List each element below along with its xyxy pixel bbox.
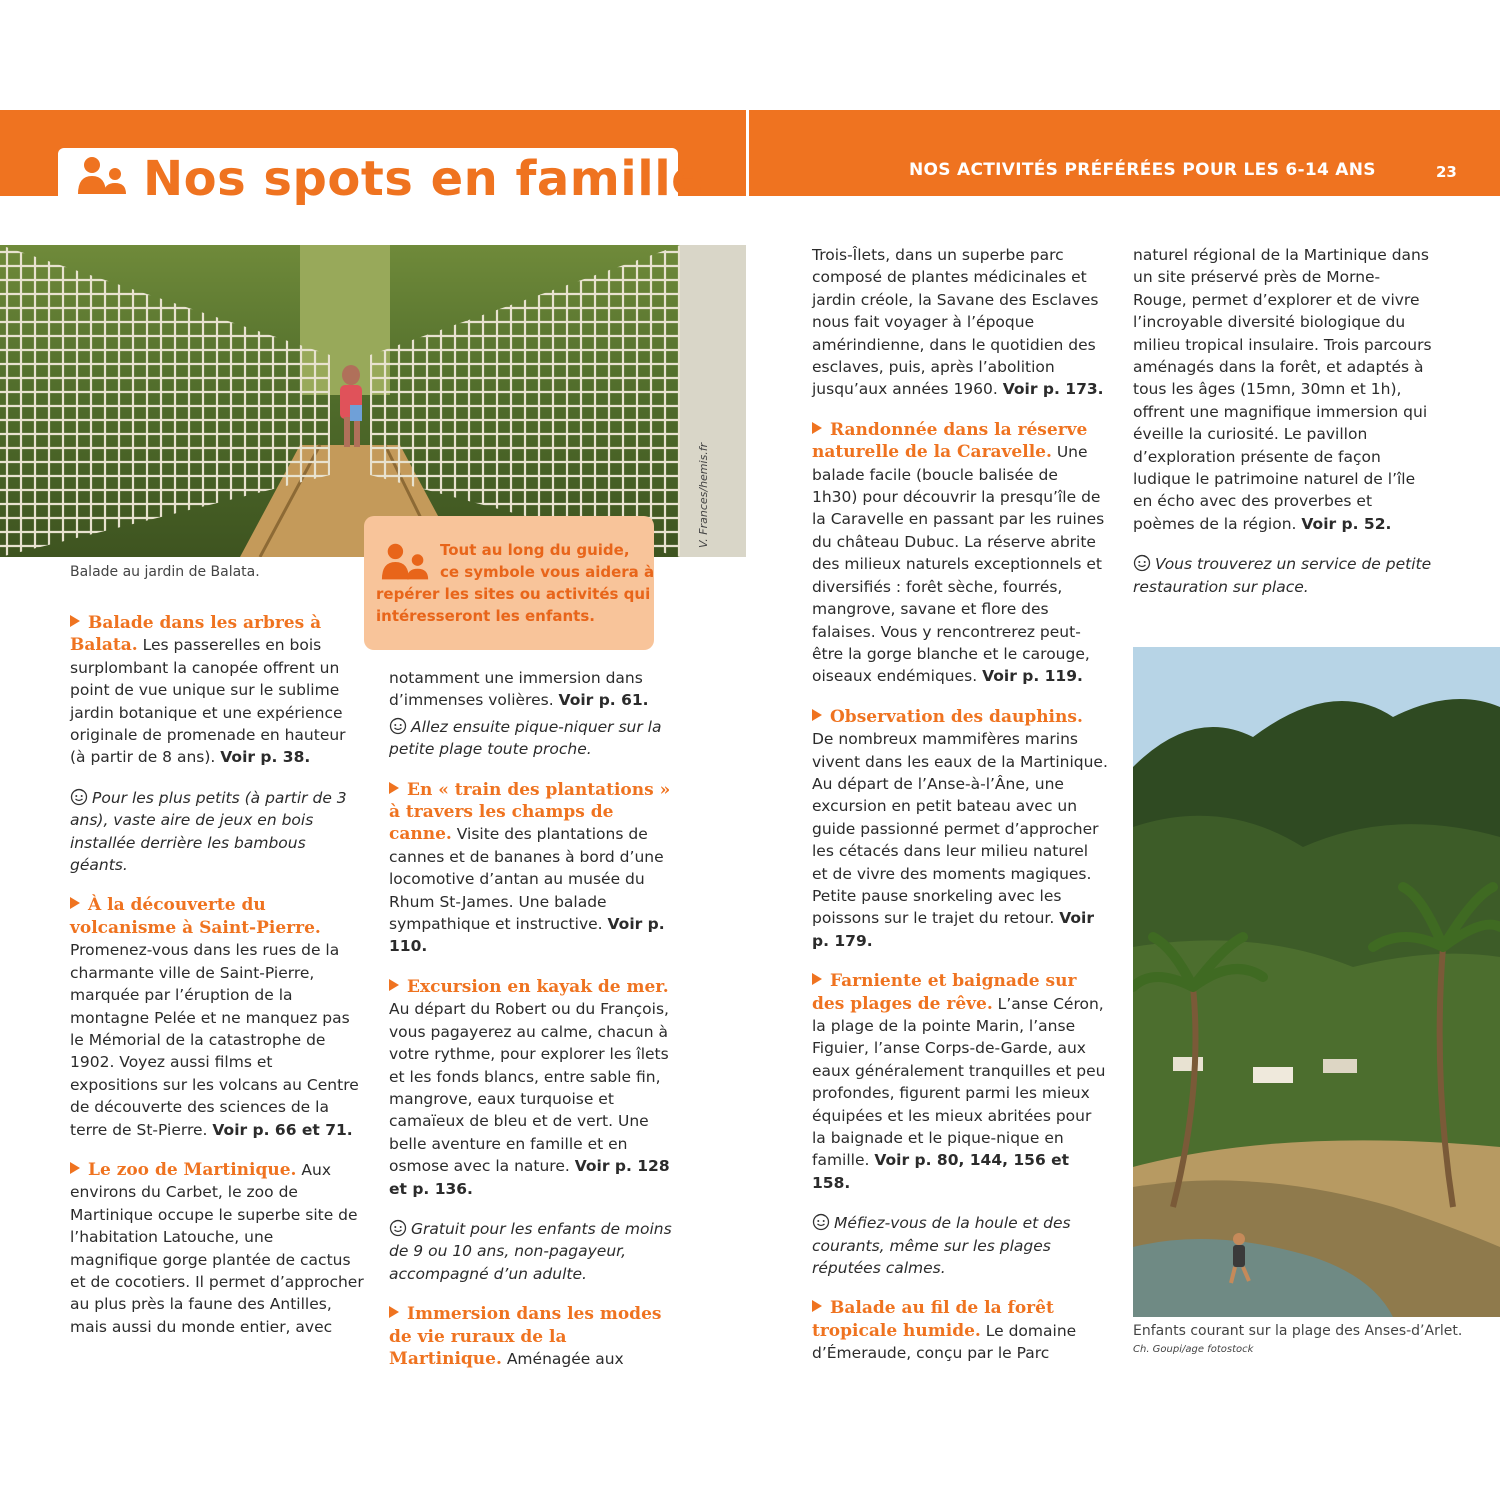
entry-text: naturel régional de la Martinique dans un site préservé près de Morne-Rouge, permet d’explorer et de vivre l’incroyable diversité biologique du milieu tropical insulaire. Trois parcours aménagés dans la forêt, et adaptés à tous les âges (15mn, 30mn et 1h), offrent une magnifique immersion qui éveille la curiosité. Le pavillon d’exploration présente de façon ludique le patrimoine naturel de l’île en écho avec des proverbes et poèmes de la région. — [1133, 246, 1432, 533]
column-1 — [70, 612, 365, 1356]
header-band-right — [749, 110, 1500, 196]
entry-text: notamment une immersion dans d’immenses volières. — [389, 669, 643, 710]
entry-text: Promenez-vous dans les rues de la charmante ville de Saint-Pierre, marquée par l’éruption de la montagne Pelée et ne manquez pas le Mémorial de la catastrophe de 1902. Voyez aussi films et expositions sur les volcans au Centre de découverte des sciences de la terre de St-Pierre. — [70, 941, 359, 1139]
note-text: Vous trouverez un service de petite restauration sur place. — [1133, 555, 1432, 596]
column-2 — [389, 667, 674, 1388]
note-text: Gratuit pour les enfants de moins de 9 ou 10 ans, non-pagayeur, accompagné d’un adulte. — [389, 1219, 672, 1283]
entry-heading: Excursion en kayak de mer. — [407, 976, 669, 997]
family-icon — [76, 156, 130, 196]
child-face-icon — [812, 1213, 830, 1231]
bullet-arrow-icon — [70, 897, 80, 909]
column-3 — [812, 244, 1108, 1383]
page-reference: Voir p. 179. — [812, 909, 1094, 950]
photo-anses-darlet-beach — [1133, 647, 1500, 1317]
page-reference: Voir p. 80, 144, 156 et 158. — [812, 1151, 1070, 1192]
entry-text: Au départ du Robert ou du François, vous pagayerez au calme, chacun à votre rythme, pour explorer les îlets et les fonds blancs, entre sable fin, mangrove, eaux turquoise et camaïeux de bleu et de vert. Une belle aventure en famille et en osmose avec la nature. — [389, 1000, 669, 1176]
entry-volcanisme — [70, 894, 365, 1140]
entry-heading: En « train des plantations » à travers les champs de canne. — [389, 779, 671, 845]
entry-heading: Farniente et baignade sur des plages de rêve. — [812, 971, 1077, 1014]
entry-text: Aux environs du Carbet, le zoo de Martinique occupe le superbe site de l’habitation Latouche, une magnifique gorge plantée de cactus et de cocotiers. Il permet d’approcher au plus près la faune des Antilles, mais aussi du monde entier, avec — [70, 1160, 364, 1336]
entry-train — [389, 779, 674, 958]
child-face-icon — [1133, 554, 1151, 572]
entry-text: Visite des plantations de cannes et de bananes à bord d’une locomotive d’antan au musée du Rhum St-James. Une balade sympathique et instructive. — [389, 825, 664, 934]
page-reference: Voir p. 61. — [558, 691, 649, 710]
entry-heading: À la découverte du volcanisme à Saint-Pierre. — [70, 895, 321, 938]
page-reference: Voir p. 173. — [1002, 380, 1104, 399]
page-number: 23 — [1436, 163, 1457, 181]
callout-line-1: Tout au long du guide, — [440, 541, 630, 559]
entry-dauphins — [812, 706, 1108, 952]
child-face-icon — [389, 717, 407, 735]
photo-credit-2: Ch. Goupi/age fotostock — [1133, 1344, 1254, 1355]
family-icon — [380, 542, 432, 582]
entry-text: Trois-Îlets, dans un superbe parc composé de plantes médicinales et jardin créole, la Savane des Esclaves nous fait voyager à l’époque amérindienne, dans le quotidien des esclaves, puis, après l’abolition jusqu’aux années 1960. — [812, 246, 1099, 399]
note-text: Pour les plus petits (à partir de 3 ans), vaste aire de jeux en bois installée derrière les bambous géants. — [70, 788, 347, 875]
entry-text: De nombreux mammifères marins vivent dans les eaux de la Martinique. Au départ de l’Anse-à-l’Âne, une excursion en petit bateau avec un guide passionné permet d’approcher les cétacés dans leur milieu naturel et de vivre des moments magiques. Petite pause snorkeling avec les poissons sur le trajet du retour. — [812, 730, 1108, 928]
callout-line-4: intéresseront les enfants. — [376, 607, 595, 625]
entry-foret-continued — [1133, 244, 1433, 535]
entry-text: Les passerelles en bois surplombant la canopée offrent un point de vue unique sur le sublime jardin botanique et une expérience originale de promenade en hauteur (à partir de 8 ans). — [70, 636, 346, 767]
entry-heading: Le zoo de Martinique. — [88, 1159, 297, 1180]
entry-zoo-continued — [389, 667, 674, 712]
entry-caravelle — [812, 419, 1108, 688]
photo-credit-1: V. Frances/hemis.fr — [697, 442, 710, 548]
bullet-arrow-icon — [389, 782, 399, 794]
bullet-arrow-icon — [812, 973, 822, 985]
entry-text: L’anse Céron, la plage de la pointe Marin, l’anse Figuier, l’anse Corps-de-Garde, aux eaux généralement tranquilles et peu profondes, figurent parmi les mieux équipées et les mieux abritées pour la baignade et le pique-nique en famille. — [812, 994, 1106, 1170]
entry-immersion — [389, 1303, 674, 1370]
entry-immersion-continued — [812, 244, 1108, 401]
entry-kayak — [389, 976, 674, 1200]
bullet-arrow-icon — [812, 1300, 822, 1312]
entry-heading: Balade dans les arbres à Balata. — [70, 613, 322, 656]
column-4 — [1133, 244, 1433, 616]
page-reference: Voir p. 128 et p. 136. — [389, 1157, 670, 1198]
entry-foret — [812, 1297, 1108, 1364]
entry-heading: Observation des dauphins. — [830, 706, 1083, 727]
callout-line-2: ce symbole vous aidera à — [440, 563, 655, 581]
bullet-arrow-icon — [70, 615, 80, 627]
child-face-icon — [70, 788, 88, 806]
bullet-arrow-icon — [812, 422, 822, 434]
running-head: NOS ACTIVITÉS PRÉFÉRÉES POUR LES 6-14 ANS — [909, 160, 1376, 180]
entry-text: Aménagée aux — [501, 1349, 624, 1368]
page-title: Nos spots en famille — [143, 151, 705, 207]
entry-farniente — [812, 970, 1108, 1194]
page-reference: Voir p. 52. — [1301, 514, 1392, 533]
page-reference: Voir p. 110. — [389, 915, 665, 956]
page-reference: Voir p. 66 et 71. — [212, 1120, 353, 1139]
entry-zoo — [70, 1159, 365, 1338]
bullet-arrow-icon — [70, 1162, 80, 1174]
callout-line-3: repérer les sites ou activités qui — [376, 585, 651, 603]
photo-balata-bridge — [0, 245, 746, 557]
photo-caption-1: Balade au jardin de Balata. — [70, 564, 260, 580]
bullet-arrow-icon — [812, 709, 822, 721]
entry-heading: Balade au fil de la forêt tropicale humide. — [812, 1298, 1054, 1341]
kids-note — [389, 716, 674, 761]
entry-heading: Immersion dans les modes de vie ruraux de la Martinique. — [389, 1304, 662, 1369]
kids-note — [70, 787, 365, 877]
entry-text: Le domaine d’Émeraude, conçu par le Parc — [812, 1321, 1077, 1363]
photo-caption-2: Enfants courant sur la plage des Anses-d’Arlet. — [1133, 1323, 1463, 1339]
note-text: Méfiez-vous de la houle et des courants, même sur les plages réputées calmes. — [812, 1214, 1071, 1278]
child-face-icon — [389, 1219, 407, 1237]
page-reference: Voir p. 119. — [982, 667, 1083, 686]
kids-note — [812, 1212, 1108, 1279]
entry-heading: Randonnée dans la réserve naturelle de la Caravelle. — [812, 419, 1088, 463]
entry-text: Une balade facile (boucle balisée de 1h30) pour découvrir la presqu’île de la Caravelle en passant par les ruines du château Dubuc. La réserve abrite des milieux naturels exceptionnels et diversifiés : forêt sèche, fourrés, mangrove, savane et flore des falaises. Vous y rencontrerez peut-être la gorge blanche et le carouge, oiseaux endémiques. — [812, 443, 1105, 686]
page-reference: Voir p. 38. — [220, 748, 311, 767]
note-text: Allez ensuite pique-niquer sur la petite plage toute proche. — [389, 717, 662, 759]
kids-note — [389, 1218, 674, 1285]
kids-note — [1133, 553, 1433, 598]
bullet-arrow-icon — [389, 1306, 399, 1318]
entry-balata — [70, 612, 365, 769]
bullet-arrow-icon — [389, 979, 399, 991]
